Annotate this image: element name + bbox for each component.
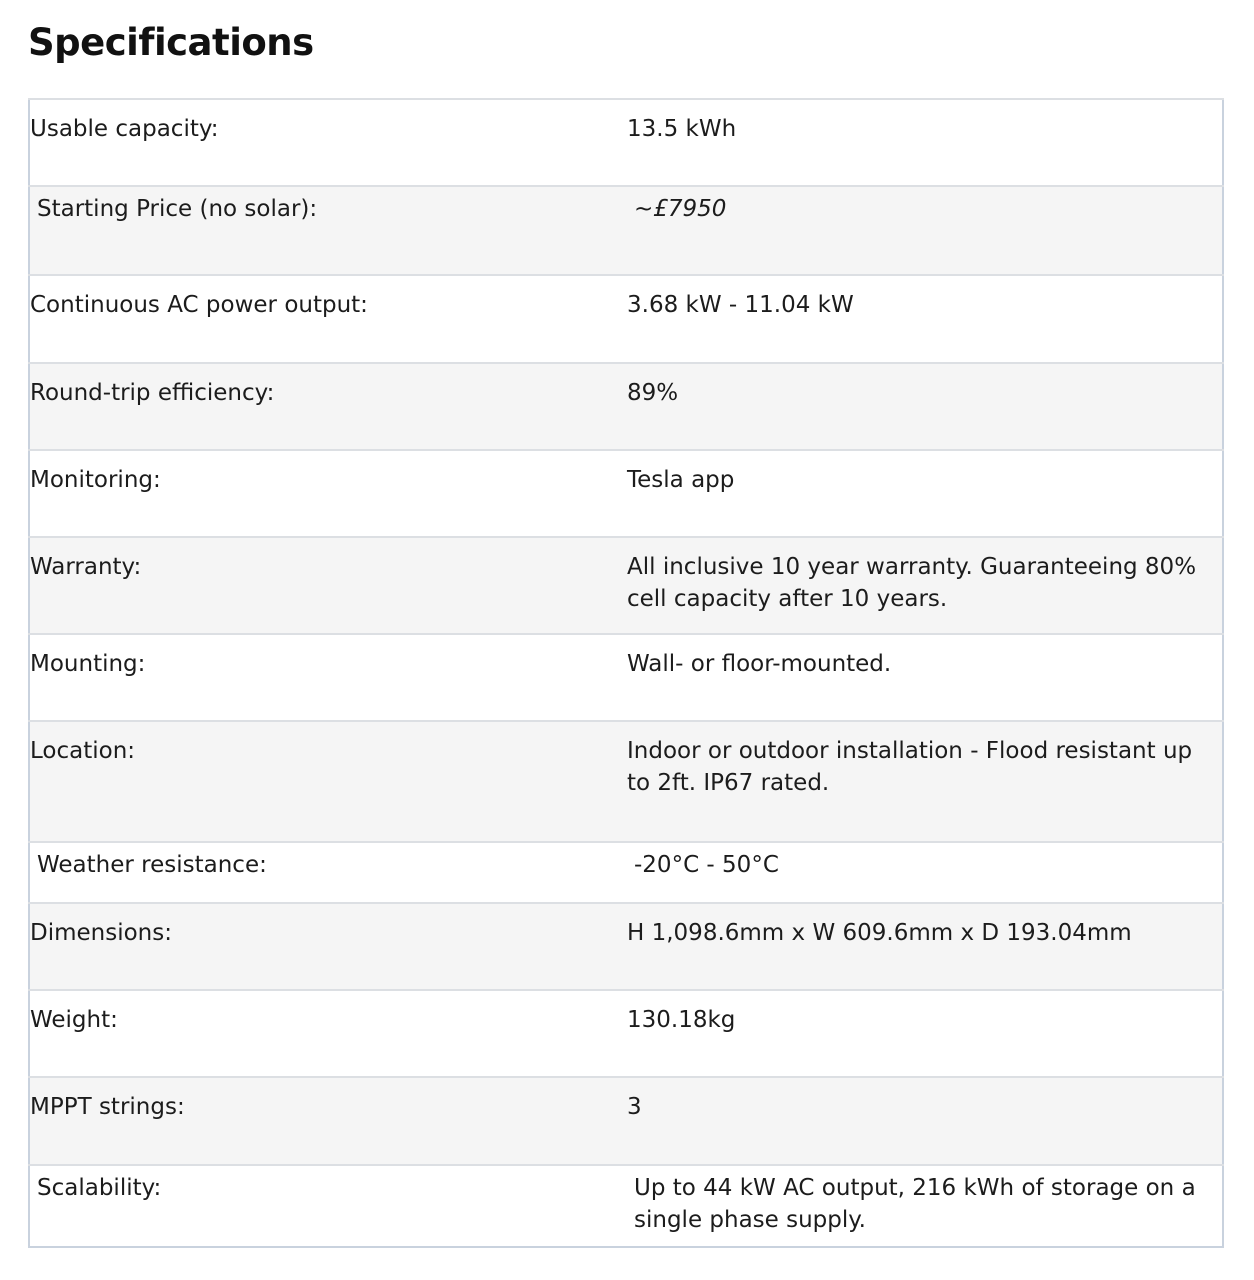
spec-value: 3 (627, 1094, 642, 1120)
spec-row-scalability (29, 1165, 1223, 1247)
spec-row-starting-price (29, 186, 1223, 275)
spec-label: Round-trip efficiency: (30, 380, 275, 406)
spec-value: 89% (627, 380, 679, 406)
spec-label: Weather resistance: (37, 852, 267, 878)
spec-label: Mounting: (30, 651, 146, 677)
spec-row-location (29, 721, 1223, 842)
spec-row-usable-capacity (29, 99, 1223, 186)
specifications-table (28, 98, 1224, 1248)
spec-row-dimensions (29, 903, 1223, 990)
spec-label: Scalability: (37, 1175, 162, 1201)
spec-label: Location: (30, 738, 136, 764)
spec-label: Usable capacity: (30, 116, 219, 142)
spec-value: -20°C - 50°C (634, 852, 779, 878)
spec-row-weather-resistance (29, 842, 1223, 903)
spec-row-mounting (29, 634, 1223, 721)
spec-value: Up to 44 kW AC output, 216 kWh of storage on a single phase supply. (634, 1175, 1196, 1233)
spec-row-warranty (29, 537, 1223, 634)
spec-label: Weight: (30, 1007, 118, 1033)
spec-label: Continuous AC power output: (30, 292, 368, 318)
spec-row-continuous-ac-power-output (29, 275, 1223, 363)
spec-label: Dimensions: (30, 920, 172, 946)
spec-row-round-trip-efficiency (29, 363, 1223, 450)
spec-value: 3.68 kW - 11.04 kW (627, 292, 854, 318)
spec-value: Wall- or floor-mounted. (627, 651, 892, 677)
spec-value: H 1,098.6mm x W 609.6mm x D 193.04mm (627, 920, 1132, 946)
spec-row-monitoring (29, 450, 1223, 537)
spec-label: Warranty: (30, 554, 142, 580)
spec-row-weight (29, 990, 1223, 1077)
spec-value: 13.5 kWh (627, 116, 737, 142)
spec-label: MPPT strings: (30, 1094, 185, 1120)
spec-value: ~£7950 (634, 196, 727, 222)
spec-value: Tesla app (627, 467, 735, 493)
spec-value: 130.18kg (627, 1007, 736, 1033)
page-title: Specifications (28, 21, 314, 64)
spec-value: All inclusive 10 year warranty. Guaranteeing 80% cell capacity after 10 years. (627, 554, 1197, 612)
spec-row-mppt-strings (29, 1077, 1223, 1165)
spec-value: Indoor or outdoor installation - Flood resistant up to 2ft. IP67 rated. (627, 738, 1193, 796)
spec-label: Monitoring: (30, 467, 161, 493)
spec-label: Starting Price (no solar): (37, 196, 318, 222)
